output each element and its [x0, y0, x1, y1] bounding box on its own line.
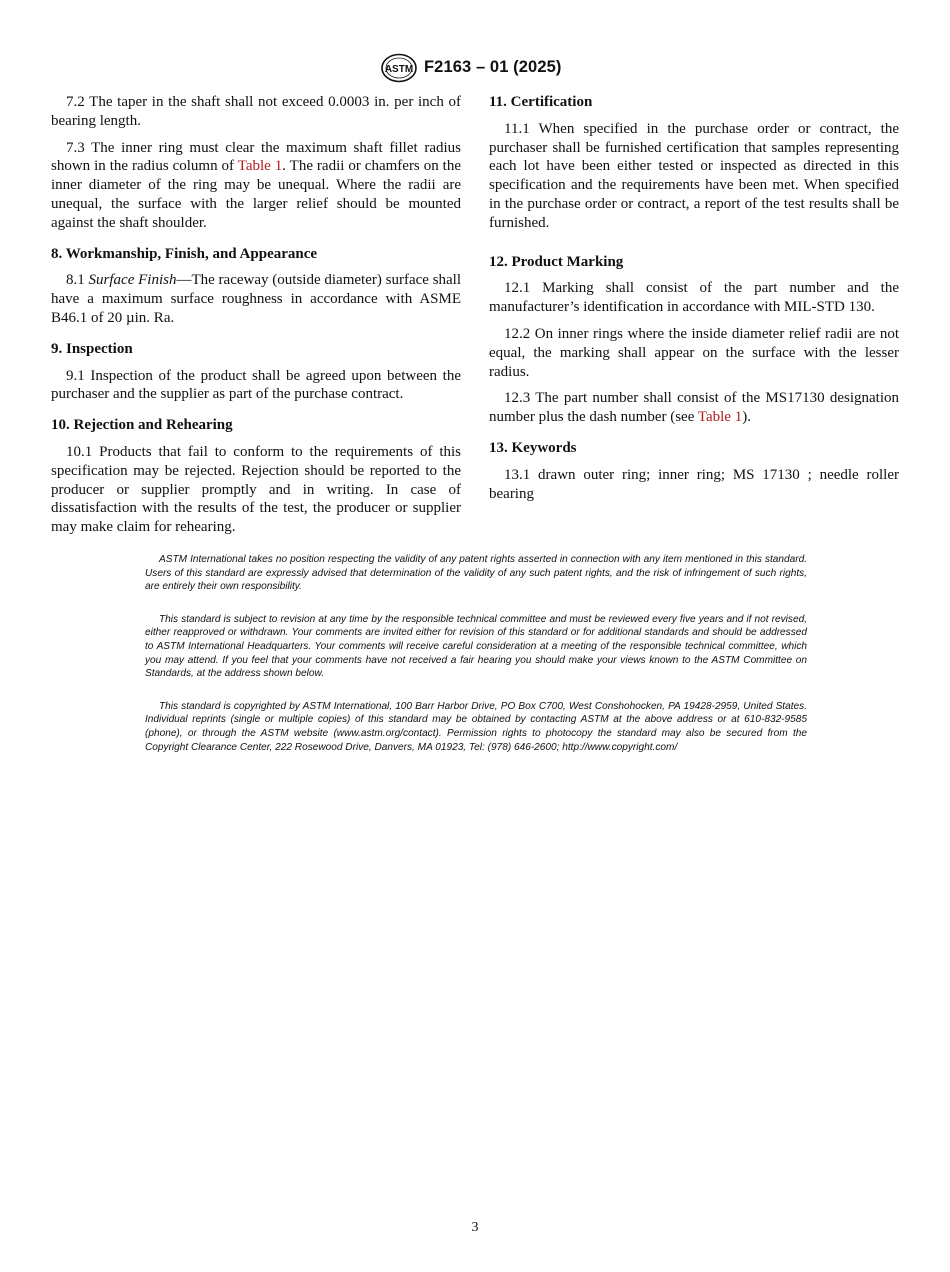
logo-text: ASTM [384, 64, 414, 75]
section-7-3: 7.3 The inner ring must clear the maximum shaft fillet radius shown in the radius column of Table 1. The radii or chamfers on the inner diameter of the ring may be unequal. Where the radii are unequal, the surface with the larger relief should be mounted against the shaft shoulder. [51, 139, 461, 231]
section-8-1: 8.1 Surface Finish—The raceway (outside diameter) surface shall have a maximum surface roughness in accordance with ASME B46.1 of 20 µin. Ra. [51, 272, 462, 326]
page-header [0, 53, 950, 83]
copyright-notice: This standard is copyrighted by ASTM International, 100 Barr Harbor Drive, PO Box C700, West Conshohocken, PA 19428-2959, United States. Individual reprints (single or multiple copies) of this standard may be obtained by contacting ASTM at the above address or at 610-832-9585 (phone), or through the ASTM website (www.astm.org/contact). Permission rights to photocopy the standard may also be secured from the Copyright Clearance Center, 222 Rosewood Drive, Danvers, MA 01923, Tel: (978) 646-2600; http://www.copyright.com/ [145, 700, 807, 753]
page-number: 3 [471, 1220, 479, 1235]
revision-notice: This standard is subject to revision at any time by the responsible technical committee and must be reviewed every five years and if not revised, either reapproved or withdrawn. Your comments are invited either for revision of this standard or for additional standards and should be addressed to ASTM International Headquarters. Your comments will receive careful consideration at a meeting of the responsible technical committee, which you may attend. If you feel that your comments have not received a fair hearing you should make your views known to the ASTM Committee on Standards, at the address shown below. [145, 613, 807, 680]
document-id: F2163 – 01 (2025) [424, 58, 562, 76]
left-column [51, 93, 461, 545]
heading-section-8: 8. Workmanship, Finish, and Appearance [51, 245, 318, 262]
section-11-1: 11.1 When specified in the purchase order or contract, the purchaser shall be furnished certification that samples representing each lot have been either tested or inspected as directed in this specification and the requirements have been met. When specified in the purchase order or contract, a report of the test results shall be furnished. [489, 120, 899, 231]
table-1-link[interactable]: Table 1 [697, 409, 743, 426]
heading-section-12: 12. Product Marking [489, 253, 624, 270]
section-12-3: 12.3 The part number shall consist of the MS17130 designation number plus the dash number (see Table 1). [489, 390, 899, 426]
section-12-1: 12.1 Marking shall consist of the part number and the manufacturer’s identification in accordance with MIL-STD 130. [489, 280, 899, 316]
heading-section-11: 11. Certification [489, 94, 593, 110]
surface-finish-term: Surface Finish [88, 272, 177, 289]
legal-notices [145, 553, 807, 773]
section-13-1: 13.1 drawn outer ring; inner ring; MS 17130 ; needle roller bearing [489, 466, 899, 502]
section-7-2: 7.2 The taper in the shaft shall not exceed 0.0003 in. per inch of bearing length. [51, 94, 461, 129]
right-column [489, 93, 899, 511]
heading-section-9: 9. Inspection [51, 340, 133, 357]
section-12-2: 12.2 On inner rings where the inside diameter relief radii are not equal, the marking shall appear on the surface with the lesser radius. [489, 325, 899, 380]
patent-notice: ASTM International takes no position respecting the validity of any patent rights asserted in connection with any item mentioned in this standard. Users of this standard are expressly advised that determination of the validity of any such patent rights, and the risk of infringement of such rights, are entirely their own responsibility. [145, 554, 807, 593]
section-10-1: 10.1 Products that fail to conform to the requirements of this specification may be rejected. Rejection should be reported to the producer or supplier promptly and in writing. In case of dissatisfaction with the results of the test, the producer or supplier may make claim for rehearing. [51, 443, 461, 536]
heading-section-13: 13. Keywords [489, 439, 577, 456]
table-1-link[interactable]: Table 1 [237, 158, 283, 175]
astm-logo-icon [380, 53, 418, 83]
section-9-1: 9.1 Inspection of the product shall be agreed upon between the purchaser and the supplier as part of the purchase contract. [51, 367, 461, 403]
heading-section-10: 10. Rejection and Rehearing [51, 417, 233, 434]
